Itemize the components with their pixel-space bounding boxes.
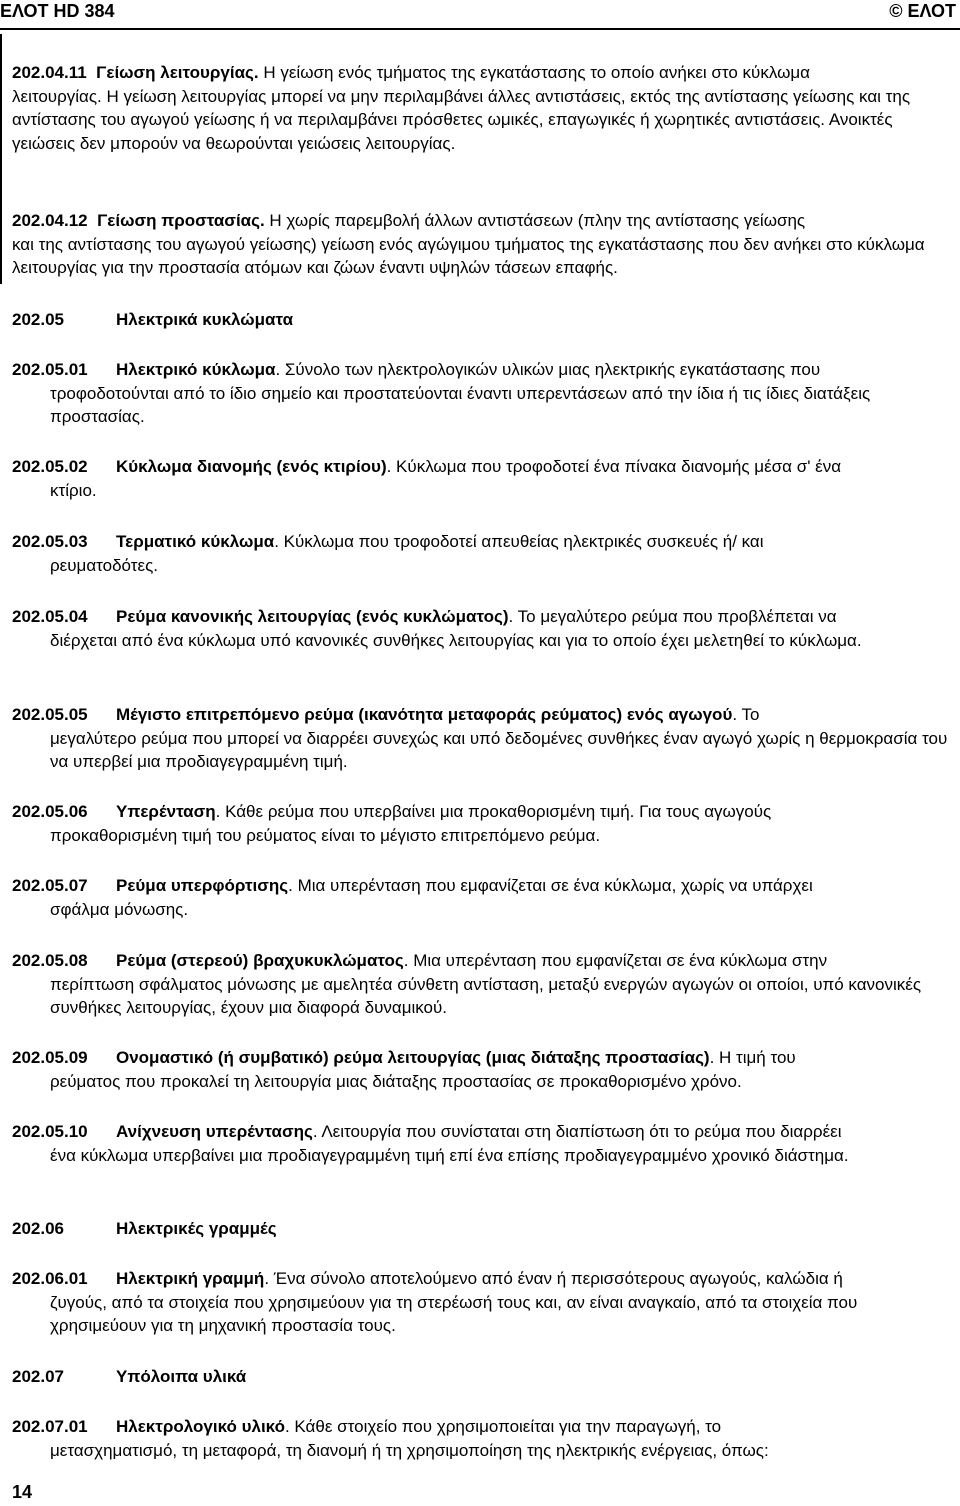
clause-number: 202.06.01 bbox=[12, 1269, 88, 1288]
section-title: Ηλεκτρικές γραμμές bbox=[116, 1219, 277, 1238]
definition-text: . Κάθε στοιχείο που χρησιμοποιείται για την παραγωγή, το bbox=[284, 1417, 722, 1436]
definition-entry bbox=[12, 61, 957, 155]
clause-number: 202.05.04 bbox=[12, 607, 88, 626]
clause-number: 202.05.03 bbox=[12, 532, 88, 551]
definition-term: Ονομαστικό (ή συμβατικό) ρεύμα λειτουργίας (μιας διάταξης προστασίας) bbox=[116, 1048, 710, 1067]
definition-text: μετασχηματισμό, τη μεταφορά, τη διανομή ή τη χρησιμοποίηση της ηλεκτρικής ενέργειας, όπως: bbox=[50, 1440, 769, 1460]
definition-text: . Το bbox=[732, 705, 760, 724]
definition-term: Ρεύμα κανονικής λειτουργίας (ενός κυκλώματος) bbox=[116, 607, 509, 626]
clause-number: 202.05.02 bbox=[12, 457, 88, 476]
definition-entry bbox=[12, 605, 957, 652]
definition-term: Ρεύμα υπερφόρτισης bbox=[116, 876, 289, 895]
clause-number: 202.05.07 bbox=[12, 876, 88, 895]
definition-term: Κύκλωμα διανομής (ενός κτιρίου) bbox=[116, 457, 387, 476]
definition-text: . Κύκλωμα που τροφοδοτεί ένα πίνακα διανομής μέσα σ' ένα bbox=[386, 457, 842, 476]
clause-number: 202.05.06 bbox=[12, 802, 88, 821]
definition-text: ένα κύκλωμα υπερβαίνει μια προδιαγεγραμμένη τιμή επί ένα επίσης προδιαγεγραμμένο χρονικό διάστημα. bbox=[50, 1145, 849, 1165]
clause-number: 202.05.10 bbox=[12, 1122, 88, 1141]
definition-entry bbox=[12, 1046, 957, 1093]
definition-text: περίπτωση σφάλματος μόνωσης με αμελητέα σύνθετη αντίσταση, μεταξύ ενεργών αγωγών οι οποίοι, υπό κανονικές συνθήκες λειτουργίας, έχουν μια διαφορά δυναμικού. bbox=[50, 974, 922, 1017]
clause-number: 202.05.09 bbox=[12, 1048, 88, 1067]
definition-text: . Η τιμή του bbox=[709, 1048, 796, 1067]
clause-number: 202.05.08 bbox=[12, 951, 88, 970]
clause-number: 202.05.05 bbox=[12, 705, 88, 724]
definition-text: Η γείωση ενός τμήματος της εγκατάστασης το οποίο ανήκει στο κύκλωμα bbox=[258, 63, 810, 82]
definition-text: . Ένα σύνολο αποτελούμενο από έναν ή περισσότερους αγωγούς, καλώδια ή bbox=[264, 1269, 843, 1288]
definition-entry bbox=[12, 949, 957, 1020]
definition-entry bbox=[12, 703, 957, 774]
definition-term: Γείωση προστασίας. bbox=[97, 211, 265, 230]
definition-entry bbox=[12, 455, 957, 502]
page-header bbox=[0, 0, 960, 24]
definition-term: Υπερένταση bbox=[116, 802, 216, 821]
definition-text: . Λειτουργία που συνίσταται στη διαπίστωση ότι το ρεύμα που διαρρέει bbox=[312, 1122, 842, 1141]
definition-entry bbox=[12, 358, 957, 429]
section-heading bbox=[12, 1365, 246, 1389]
definition-text: λειτουργίας. Η γείωση λειτουργίας μπορεί να μην περιλαμβάνει άλλες αντιστάσεις, εκτός της αντίστασης γείωσης και της αντίστασης του αγωγού γείωσης ή να περιλαμβάνει πρόσθετες ωμικές, επαγωγικές ή χωρητικές αντιστάσεις. Ανοικτές γειώσεις δεν μπορούν να θεωρούνται γειώσεις λειτουργίας. bbox=[12, 86, 911, 153]
definition-term: Ηλεκτρική γραμμή bbox=[116, 1269, 265, 1288]
definition-entry bbox=[12, 530, 957, 577]
section-number: 202.05 bbox=[12, 310, 64, 329]
copyright-notice: © ΕΛΟΤ bbox=[889, 1, 956, 21]
definition-text: ρευματοδότες. bbox=[50, 555, 158, 575]
section-heading bbox=[12, 1217, 277, 1241]
definition-entry bbox=[12, 874, 957, 921]
standard-code: ΕΛΟΤ HD 384 bbox=[0, 1, 115, 21]
definition-text: προκαθορισμένη τιμή του ρεύματος είναι το μέγιστο επιτρεπόμενο ρεύμα. bbox=[50, 825, 601, 845]
clause-number: 202.05.01 bbox=[12, 360, 88, 379]
definition-text: Η χωρίς παρεμβολή άλλων αντιστάσεων (πλην της αντίστασης γείωσης bbox=[264, 211, 806, 230]
definition-text: διέρχεται από ένα κύκλωμα υπό κανονικές συνθήκες λειτουργίας και για το οποίο έχει μελετηθεί το κύκλωμα. bbox=[50, 630, 862, 650]
definition-term: Ρεύμα (στερεού) βραχυκυκλώματος bbox=[116, 951, 404, 970]
definition-text: ρεύματος που προκαλεί τη λειτουργία μιας διάταξης προστασίας σε προκαθορισμένο χρόνο. bbox=[50, 1071, 742, 1091]
definition-entry bbox=[12, 800, 957, 847]
section-title: Ηλεκτρικά κυκλώματα bbox=[116, 310, 294, 329]
definition-entry bbox=[12, 1267, 957, 1338]
header-divider bbox=[0, 28, 960, 30]
page-number: 14 bbox=[12, 1481, 33, 1502]
definition-text: σφάλμα μόνωσης. bbox=[50, 899, 189, 919]
definition-text: . Κύκλωμα που τροφοδοτεί απευθείας ηλεκτρικές συσκευές ή/ και bbox=[274, 532, 764, 551]
definition-term: Ηλεκτρικό κύκλωμα bbox=[116, 360, 276, 379]
definition-text: . Μια υπερένταση που εμφανίζεται σε ένα κύκλωμα στην bbox=[403, 951, 828, 970]
definition-text: . Μια υπερένταση που εμφανίζεται σε ένα κύκλωμα, χωρίς να υπάρχει bbox=[288, 876, 813, 895]
definition-text: . Κάθε ρεύμα που υπερβαίνει μια προκαθορισμένη τιμή. Για τους αγωγούς bbox=[215, 802, 772, 821]
section-title: Υπόλοιπα υλικά bbox=[116, 1367, 247, 1386]
definition-term: Μέγιστο επιτρεπόμενο ρεύμα (ικανότητα μεταφοράς ρεύματος) ενός αγωγού bbox=[116, 705, 733, 724]
definition-text: μεγαλύτερο ρεύμα που μπορεί να διαρρέει συνεχώς και υπό δεδομένες συνθήκες έναν αγωγό χωρίς η θερμοκρασία του να υπερβεί μια προδιαγεγραμμένη τιμή. bbox=[50, 728, 948, 771]
definition-entry bbox=[12, 1120, 957, 1167]
definition-term: Τερματικό κύκλωμα bbox=[116, 532, 275, 551]
clause-number: 202.07.01 bbox=[12, 1417, 88, 1436]
revision-bar bbox=[0, 34, 2, 284]
definition-text: . Σύνολο των ηλεκτρολογικών υλικών μιας ηλεκτρικής εγκατάστασης που bbox=[275, 360, 821, 379]
definition-term: Ηλεκτρολογικό υλικό bbox=[116, 1417, 285, 1436]
definition-text: . Το μεγαλύτερο ρεύμα που προβλέπεται να bbox=[508, 607, 837, 626]
definition-term: Ανίχνευση υπερέντασης bbox=[116, 1122, 313, 1141]
definition-text: κτίριο. bbox=[50, 480, 97, 500]
definition-term: Γείωση λειτουργίας. bbox=[96, 63, 259, 82]
definition-entry bbox=[12, 209, 957, 280]
section-number: 202.07 bbox=[12, 1367, 64, 1386]
definition-text: τροφοδοτούνται από το ίδιο σημείο και προστατεύονται έναντι υπερεντάσεων από την ίδια ή τις ίδιες διατάξεις προστασίας. bbox=[50, 383, 871, 426]
section-number: 202.06 bbox=[12, 1219, 64, 1238]
definition-text: ζυγούς, από τα στοιχεία που χρησιμεύουν για τη στερέωσή τους και, αν είναι αναγκαίο, από τα στοιχεία που χρησιμεύουν για τη μηχανική προστασία τους. bbox=[50, 1292, 858, 1335]
clause-number: 202.04.11 bbox=[12, 63, 87, 82]
definition-entry bbox=[12, 1415, 957, 1462]
section-heading bbox=[12, 308, 293, 332]
clause-number: 202.04.12 bbox=[12, 211, 88, 230]
definition-text: και της αντίστασης του αγωγού γείωσης) γείωση ενός αγώγιμου τμήματος της εγκατάστασης που δεν ανήκει στο κύκλωμα λειτουργίας για την προστασία ατόμων και ζώων έναντι υψηλών τάσεων επαφής. bbox=[12, 234, 925, 277]
